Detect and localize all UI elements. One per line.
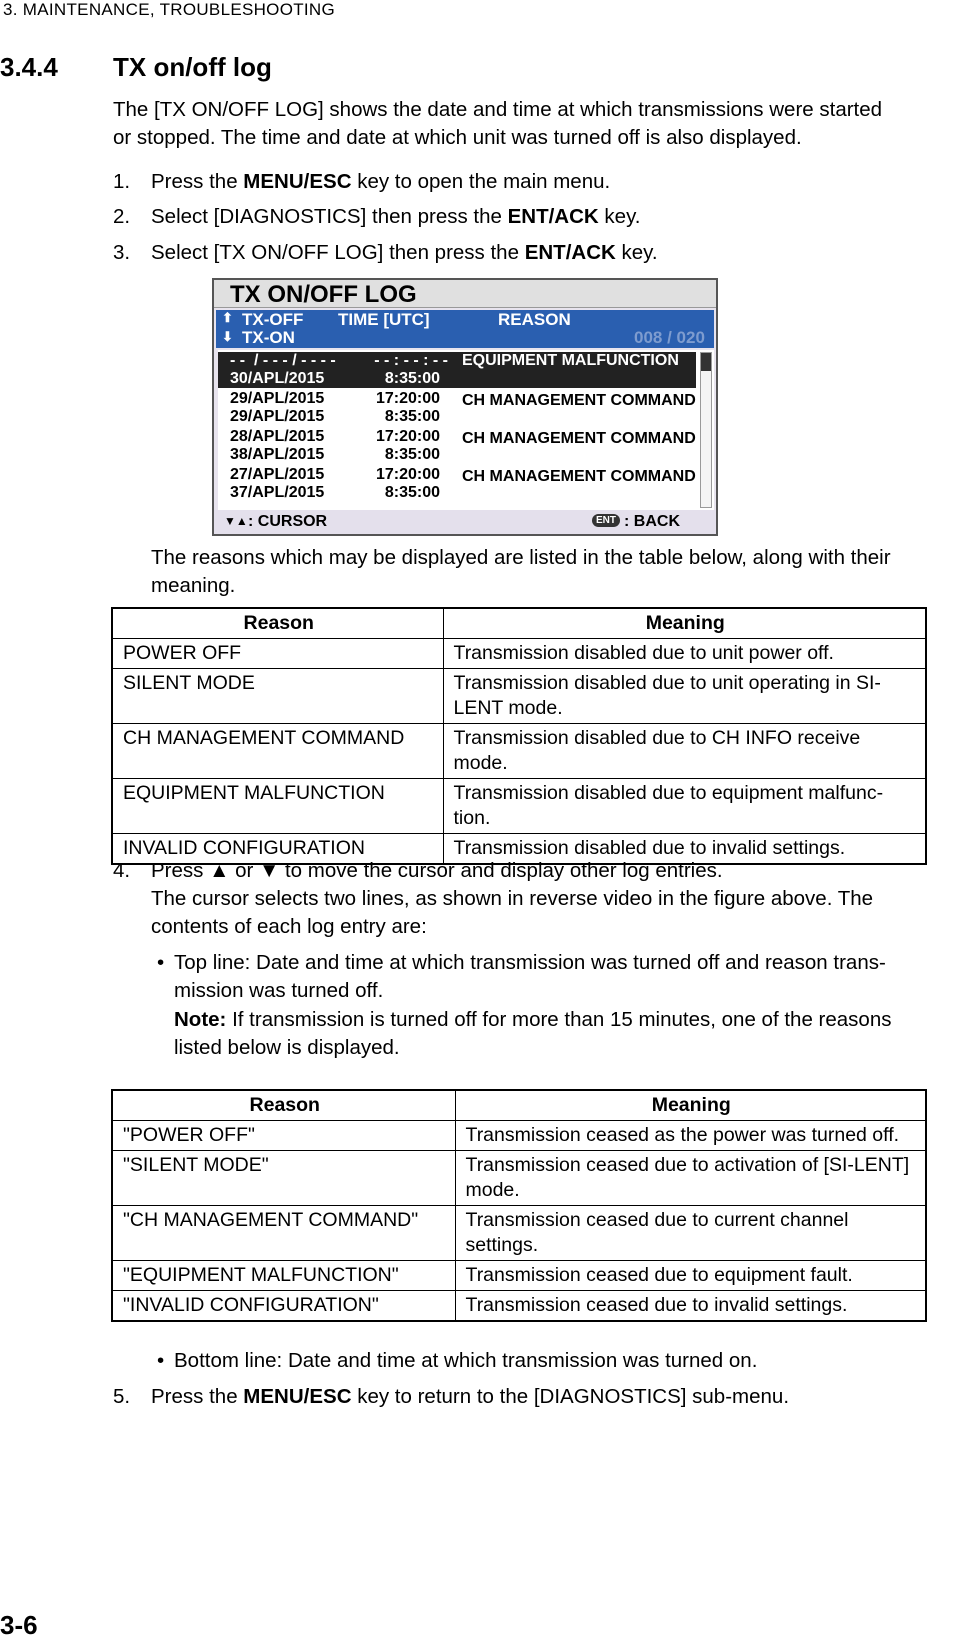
log-list[interactable] bbox=[218, 350, 714, 512]
step-number: 4. bbox=[113, 859, 131, 882]
row-time: 17:20:00 bbox=[375, 428, 440, 445]
reason-cell: "SILENT MODE" bbox=[112, 1151, 455, 1206]
screen-title: TX ON/OFF LOG bbox=[214, 280, 716, 308]
meaning-cell: Transmission ceased due to current channel settings. bbox=[455, 1206, 926, 1261]
row-time: 8:35:00 bbox=[384, 484, 440, 501]
header-time: TIME [UTC] bbox=[338, 310, 430, 329]
row-date: 38/APL/2015 bbox=[230, 446, 325, 463]
reasons-intro-line: meaning. bbox=[151, 574, 236, 597]
reason-cell: EQUIPMENT MALFUNCTION bbox=[112, 779, 443, 834]
step-text: key. bbox=[598, 205, 641, 228]
column-header: Meaning bbox=[455, 1090, 926, 1121]
row-date: - - / - - - / - - - - bbox=[230, 352, 336, 369]
row-date: 37/APL/2015 bbox=[230, 484, 325, 501]
reason-cell: INVALID CONFIGURATION bbox=[112, 834, 443, 865]
reason-cell: POWER OFF bbox=[112, 639, 443, 669]
table-header-row bbox=[112, 608, 926, 639]
scrollbar[interactable] bbox=[700, 352, 712, 508]
intro-line: The [TX ON/OFF LOG] shows the date and time at which transmissions were started bbox=[113, 98, 883, 121]
footer-back-label: : BACK bbox=[624, 513, 680, 530]
key-name: ENT/ACK bbox=[524, 241, 616, 264]
step-1 bbox=[113, 168, 933, 196]
row-reason: CH MANAGEMENT COMMAND bbox=[462, 392, 696, 409]
row-time: 8:35:00 bbox=[384, 408, 440, 425]
column-header: Meaning bbox=[443, 608, 926, 639]
bullet-bottom-line bbox=[151, 1347, 941, 1375]
row-date: 29/APL/2015 bbox=[230, 408, 325, 425]
meaning-cell: Transmission ceased due to equipment fault. bbox=[455, 1261, 926, 1291]
bullet-text: mission was turned off. bbox=[174, 979, 384, 1002]
meaning-cell: Transmission disabled due to unit power off. bbox=[443, 639, 926, 669]
log-entry[interactable] bbox=[218, 466, 696, 502]
reason-cell: CH MANAGEMENT COMMAND bbox=[112, 724, 443, 779]
header-txoff: TX-OFF bbox=[242, 310, 304, 329]
table-row bbox=[112, 779, 926, 834]
row-date: 29/APL/2015 bbox=[230, 390, 325, 407]
step-number: 2. bbox=[113, 205, 131, 228]
reason-cell: "POWER OFF" bbox=[112, 1121, 455, 1151]
table-row bbox=[112, 1261, 926, 1291]
step-text: The cursor selects two lines, as shown in reverse video in the figure above. The bbox=[151, 887, 874, 910]
reasons-table bbox=[111, 607, 927, 865]
meaning-cell: Transmission ceased due to invalid settings. bbox=[455, 1291, 926, 1322]
reasons-intro-line: The reasons which may be displayed are listed in the table below, along with their bbox=[151, 546, 891, 569]
table-row bbox=[112, 639, 926, 669]
footer-cursor-label: : CURSOR bbox=[248, 513, 328, 530]
step-text: Press the bbox=[151, 170, 244, 193]
bullet: • bbox=[157, 1349, 165, 1372]
step-text: Select [DIAGNOSTICS] then press the bbox=[151, 205, 508, 228]
header-txon: TX-ON bbox=[242, 328, 295, 347]
up-arrow-icon: ⬆ bbox=[222, 310, 233, 325]
step-5 bbox=[113, 1383, 933, 1411]
meaning-cell: Transmission ceased due to activation of [SI-LENT] mode. bbox=[455, 1151, 926, 1206]
key-name: MENU/ESC bbox=[243, 170, 352, 193]
reason-cell: SILENT MODE bbox=[112, 669, 443, 724]
step-text: Press the bbox=[151, 1385, 244, 1408]
reason-cell: "INVALID CONFIGURATION" bbox=[112, 1291, 455, 1322]
row-time: 8:35:00 bbox=[384, 446, 440, 463]
step-number: 3. bbox=[113, 241, 131, 264]
reason-cell: "CH MANAGEMENT COMMAND" bbox=[112, 1206, 455, 1261]
header-count: 008 / 020 bbox=[634, 328, 705, 347]
column-header: Reason bbox=[112, 1090, 455, 1121]
row-time: 8:35:00 bbox=[384, 370, 440, 387]
bullet-text: Bottom line: Date and time at which transmission was turned on. bbox=[174, 1349, 758, 1372]
row-date: 27/APL/2015 bbox=[230, 466, 325, 483]
row-reason: CH MANAGEMENT COMMAND bbox=[462, 430, 696, 447]
row-date: 28/APL/2015 bbox=[230, 428, 325, 445]
row-time: 17:20:00 bbox=[375, 466, 440, 483]
meaning-cell: Transmission disabled due to equipment malfunc-tion. bbox=[443, 779, 926, 834]
row-date: 30/APL/2015 bbox=[230, 370, 325, 387]
table-header-row bbox=[112, 1090, 926, 1121]
row-reason: EQUIPMENT MALFUNCTION bbox=[462, 352, 679, 369]
reason-cell: "EQUIPMENT MALFUNCTION" bbox=[112, 1261, 455, 1291]
reasons-intro bbox=[151, 544, 891, 600]
section-number: 3.4.4 bbox=[0, 52, 58, 82]
down-arrow-icon: ⬇ bbox=[222, 329, 233, 344]
table-row bbox=[112, 1151, 926, 1206]
key-name: MENU/ESC bbox=[243, 1385, 352, 1408]
table-row bbox=[112, 1206, 926, 1261]
table-row bbox=[112, 1291, 926, 1322]
reasons-table-2 bbox=[111, 1089, 927, 1322]
table-row bbox=[112, 724, 926, 779]
step-number: 1. bbox=[113, 170, 131, 193]
step-text: key to open the main menu. bbox=[351, 170, 611, 193]
note bbox=[174, 1006, 944, 1062]
step-text: Press ▲ or ▼ to move the cursor and display other log entries. bbox=[151, 859, 723, 882]
note-text: listed below is displayed. bbox=[174, 1036, 400, 1059]
table-row bbox=[112, 669, 926, 724]
meaning-cell: Transmission ceased as the power was turned off. bbox=[455, 1121, 926, 1151]
step-number: 5. bbox=[113, 1385, 131, 1408]
header-reason: REASON bbox=[498, 310, 571, 329]
step-4 bbox=[113, 857, 943, 941]
key-name: ENT/ACK bbox=[507, 205, 599, 228]
step-2 bbox=[113, 203, 933, 231]
screen-header bbox=[216, 310, 714, 348]
log-entry-selected[interactable] bbox=[218, 352, 696, 388]
section-title: TX on/off log bbox=[113, 52, 272, 82]
log-entry[interactable] bbox=[218, 390, 696, 426]
meaning-cell: Transmission disabled due to CH INFO receive mode. bbox=[443, 724, 926, 779]
page-number: 3-6 bbox=[0, 1610, 38, 1640]
tx-log-screen bbox=[212, 278, 718, 536]
cursor-keys-icon: ▼▲ bbox=[224, 514, 248, 528]
row-reason: CH MANAGEMENT COMMAND bbox=[462, 468, 696, 485]
note-label: Note: bbox=[174, 1008, 227, 1031]
step-text: contents of each log entry are: bbox=[151, 915, 427, 938]
screen-footer bbox=[214, 510, 716, 534]
scrollbar-thumb[interactable] bbox=[701, 353, 711, 371]
step-text: key to return to the [DIAGNOSTICS] sub-menu. bbox=[351, 1385, 790, 1408]
running-head: 3. MAINTENANCE, TROUBLESHOOTING bbox=[3, 0, 336, 19]
note-text: If transmission is turned off for more than 15 minutes, one of the reasons bbox=[226, 1008, 892, 1031]
bullet-top-line bbox=[151, 949, 941, 1005]
step-3 bbox=[113, 239, 933, 267]
log-entry[interactable] bbox=[218, 428, 696, 464]
step-text: Select [TX ON/OFF LOG] then press the bbox=[151, 241, 525, 264]
row-time: - - : - - : - - bbox=[374, 352, 448, 369]
intro-line: or stopped. The time and date at which unit was turned off is also displayed. bbox=[113, 126, 802, 149]
meaning-cell: Transmission disabled due to invalid settings. bbox=[443, 834, 926, 865]
step-text: key. bbox=[615, 241, 658, 264]
table-row bbox=[112, 1121, 926, 1151]
column-header: Reason bbox=[112, 608, 443, 639]
row-time: 17:20:00 bbox=[375, 390, 440, 407]
bullet-text: Top line: Date and time at which transmission was turned off and reason trans- bbox=[174, 951, 886, 974]
meaning-cell: Transmission disabled due to unit operating in SI-LENT mode. bbox=[443, 669, 926, 724]
ent-key-icon: ENT bbox=[592, 514, 620, 527]
intro-paragraph bbox=[113, 96, 882, 152]
bullet: • bbox=[157, 951, 165, 974]
